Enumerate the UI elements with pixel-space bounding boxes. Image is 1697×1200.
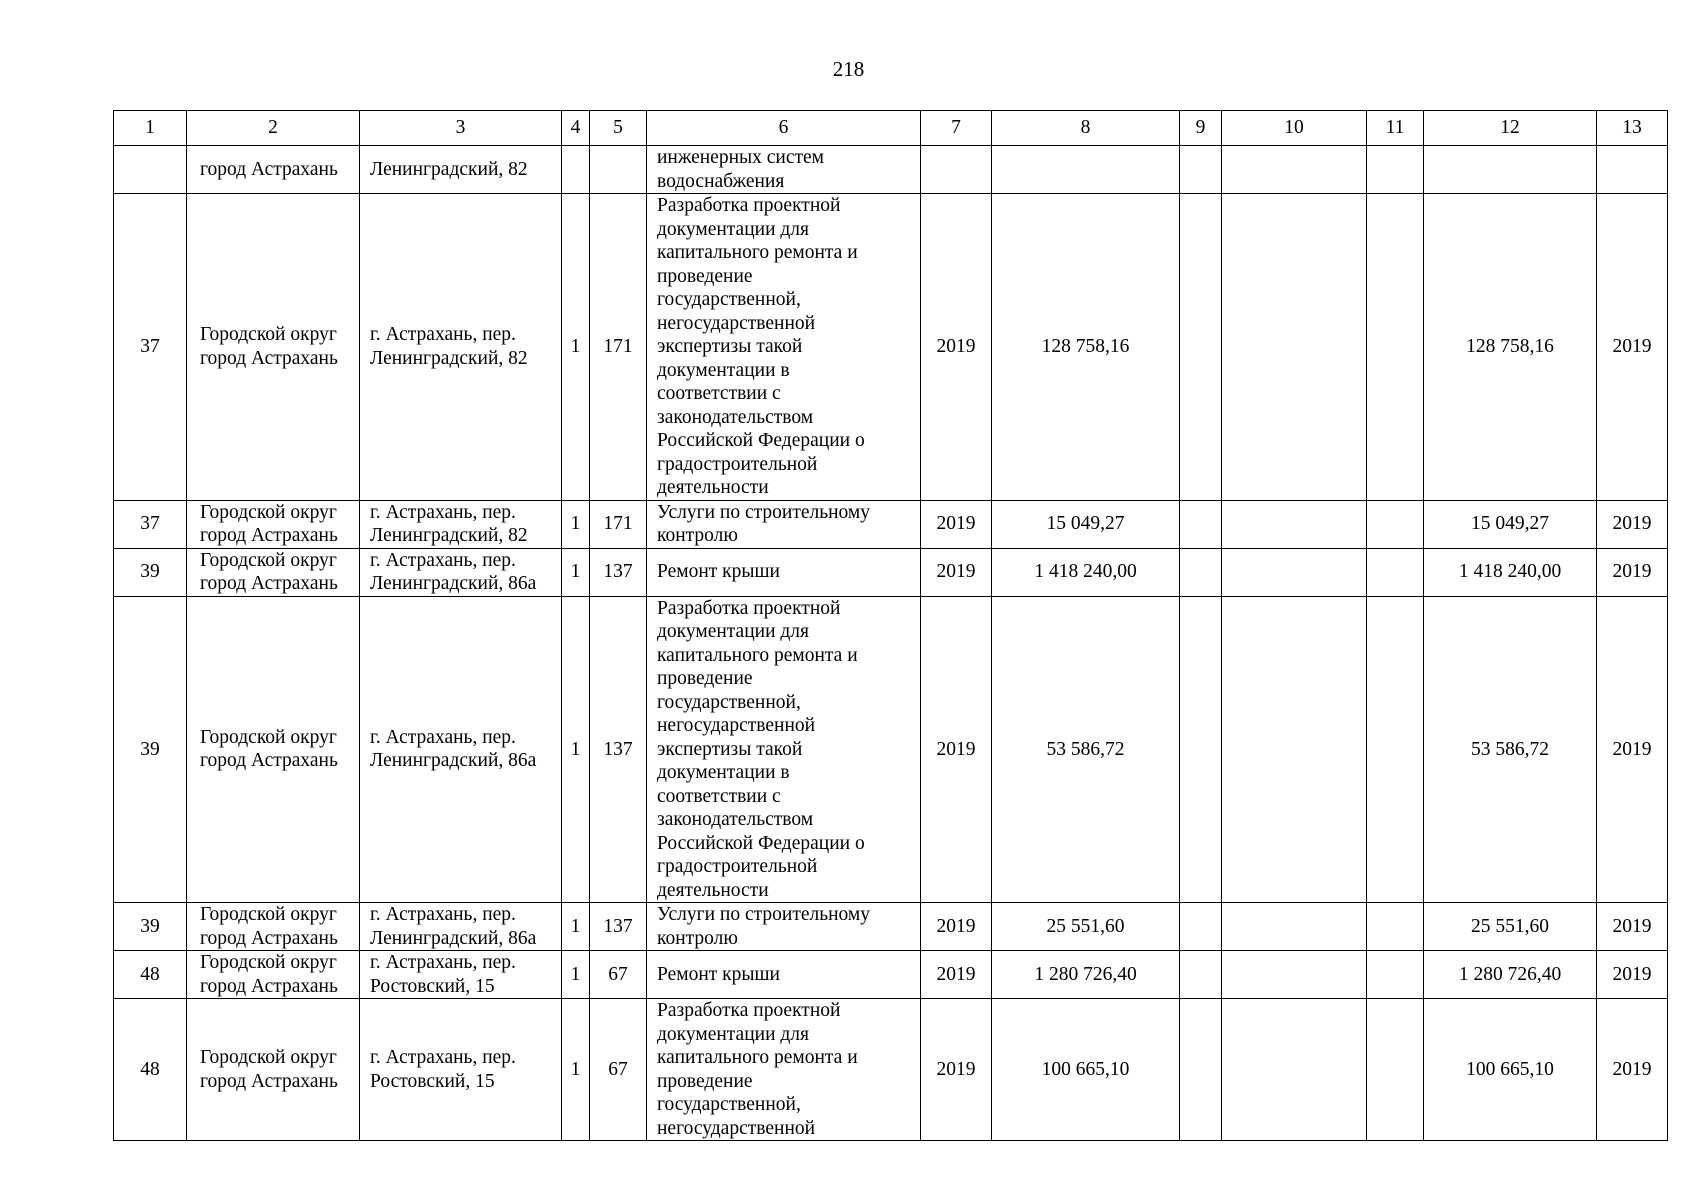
house-id-text: 137	[603, 915, 633, 937]
cost-total-text: 53 586,72	[1046, 738, 1125, 760]
table-row	[114, 548, 1668, 596]
year-end-text: 2019	[1612, 513, 1652, 535]
cost-total-text: 1 418 240,00	[1034, 561, 1137, 583]
count-cell	[562, 146, 590, 194]
year-end-cell	[1597, 903, 1668, 951]
house-id-cell	[590, 596, 647, 903]
col-11-cell	[1367, 146, 1424, 194]
work-type-cell	[647, 999, 921, 1141]
cost-source-text: 25 551,60	[1471, 915, 1549, 937]
column-header: 3	[360, 111, 562, 146]
municipality-cell	[187, 903, 360, 951]
year-start-text: 2019	[936, 963, 976, 985]
house-id-text: 67	[608, 1058, 628, 1080]
address-cell	[360, 194, 562, 501]
column-header: 13	[1597, 111, 1668, 146]
col-9-cell	[1180, 999, 1222, 1141]
cost-total-cell	[992, 596, 1180, 903]
cost-source-text: 53 586,72	[1471, 738, 1549, 760]
house-id-cell	[590, 951, 647, 999]
column-header: 6	[647, 111, 921, 146]
table-row	[114, 596, 1668, 903]
count-text: 1	[570, 513, 581, 535]
column-header: 11	[1367, 111, 1424, 146]
col-10-cell	[1222, 146, 1367, 194]
year-start-cell	[921, 500, 992, 548]
col-10-cell	[1222, 194, 1367, 501]
work-type-cell	[647, 146, 921, 194]
year-start-text: 2019	[936, 561, 976, 583]
year-end-text: 2019	[1612, 561, 1652, 583]
count-text: 1	[570, 561, 581, 583]
work-type-cell	[647, 951, 921, 999]
count-text: 1	[570, 1058, 581, 1080]
column-header: 10	[1222, 111, 1367, 146]
col-10-cell	[1222, 500, 1367, 548]
row-number-text: 48	[140, 963, 160, 985]
row-number-cell	[114, 146, 187, 194]
address-cell	[360, 951, 562, 999]
cost-total-text: 128 758,16	[1041, 336, 1130, 357]
cost-total-cell	[992, 951, 1180, 999]
address-text: г. Астрахань, пер. Ленинградский, 82	[370, 501, 528, 546]
year-end-cell	[1597, 194, 1668, 501]
house-id-text: 137	[603, 561, 633, 583]
year-start-text: 2019	[936, 336, 976, 357]
work-type-cell	[647, 194, 921, 501]
year-start-cell	[921, 596, 992, 903]
year-start-text: 2019	[936, 915, 976, 937]
row-number-cell	[114, 548, 187, 596]
col-11-cell	[1367, 596, 1424, 903]
municipality-text: Городской округ город Астрахань	[200, 904, 338, 949]
cost-source-cell	[1424, 194, 1597, 501]
address-cell	[360, 903, 562, 951]
address-text: г. Астрахань, пер. Ленинградский, 82	[370, 324, 528, 369]
col-9-cell	[1180, 903, 1222, 951]
work-type-text: Разработка проектной документации для капитального ремонта и проведение государственной, негосударственной экспертизы такой документации в соответствии с законодательством Российской Федерации о градостроительной деятельности	[657, 195, 865, 498]
municipality-cell	[187, 500, 360, 548]
municipality-text: Городской округ город Астрахань	[200, 726, 338, 772]
cost-source-cell	[1424, 999, 1597, 1141]
house-id-cell	[590, 999, 647, 1141]
address-text: г. Астрахань, пер. Ленинградский, 86а	[370, 726, 537, 772]
row-number-text: 39	[140, 561, 160, 583]
work-type-text: инженерных систем водоснабжения	[657, 147, 825, 192]
col-9-cell	[1180, 951, 1222, 999]
year-end-cell	[1597, 596, 1668, 903]
col-9-cell	[1180, 500, 1222, 548]
cost-total-text: 100 665,10	[1041, 1058, 1130, 1080]
work-type-text: Ремонт крыши	[657, 963, 780, 985]
column-header: 9	[1180, 111, 1222, 146]
cost-source-cell	[1424, 548, 1597, 596]
column-header: 2	[187, 111, 360, 146]
col-11-cell	[1367, 951, 1424, 999]
municipality-text: город Астрахань	[200, 158, 338, 180]
year-end-cell	[1597, 999, 1668, 1141]
cost-source-cell	[1424, 146, 1597, 194]
table-row	[114, 500, 1668, 548]
count-cell	[562, 951, 590, 999]
year-start-cell	[921, 951, 992, 999]
municipality-cell	[187, 548, 360, 596]
cost-total-cell	[992, 146, 1180, 194]
cost-source-cell	[1424, 951, 1597, 999]
column-header: 5	[590, 111, 647, 146]
address-cell	[360, 548, 562, 596]
work-type-text: Услуги по строительному контролю	[657, 904, 871, 949]
year-start-cell	[921, 903, 992, 951]
work-type-cell	[647, 903, 921, 951]
address-cell	[360, 596, 562, 903]
count-cell	[562, 548, 590, 596]
cost-source-cell	[1424, 596, 1597, 903]
row-number-text: 39	[140, 738, 160, 760]
work-type-text: Ремонт крыши	[657, 561, 780, 583]
work-type-text: Услуги по строительному контролю	[657, 501, 871, 546]
address-text: Ленинградский, 82	[370, 158, 528, 180]
house-id-cell	[590, 903, 647, 951]
year-end-cell	[1597, 500, 1668, 548]
cost-source-text: 128 758,16	[1466, 336, 1554, 357]
count-cell	[562, 596, 590, 903]
municipality-text: Городской округ город Астрахань	[200, 549, 338, 594]
table-row	[114, 146, 1668, 194]
table-row	[114, 951, 1668, 999]
municipality-cell	[187, 146, 360, 194]
col-11-cell	[1367, 999, 1424, 1141]
cost-source-text: 15 049,27	[1471, 513, 1549, 535]
col-10-cell	[1222, 999, 1367, 1141]
cost-total-text: 15 049,27	[1046, 513, 1125, 535]
row-number-cell	[114, 194, 187, 501]
address-text: г. Астрахань, пер. Ленинградский, 86а	[370, 904, 537, 949]
col-9-cell	[1180, 146, 1222, 194]
row-number-cell	[114, 951, 187, 999]
house-id-cell	[590, 500, 647, 548]
address-cell	[360, 146, 562, 194]
year-end-text: 2019	[1612, 1058, 1652, 1080]
count-cell	[562, 999, 590, 1141]
cost-total-cell	[992, 548, 1180, 596]
row-number-text: 39	[140, 915, 160, 937]
table-row	[114, 999, 1668, 1141]
cost-source-text: 1 280 726,40	[1458, 963, 1562, 985]
row-number-text: 48	[140, 1058, 160, 1080]
address-cell	[360, 500, 562, 548]
col-10-cell	[1222, 548, 1367, 596]
row-number-cell	[114, 903, 187, 951]
house-id-text: 137	[603, 738, 633, 760]
column-header: 4	[562, 111, 590, 146]
year-start-cell	[921, 548, 992, 596]
count-text: 1	[570, 336, 581, 357]
municipality-cell	[187, 951, 360, 999]
year-start-text: 2019	[936, 513, 976, 535]
year-start-cell	[921, 999, 992, 1141]
year-end-cell	[1597, 548, 1668, 596]
cost-total-text: 25 551,60	[1046, 915, 1125, 937]
municipality-text: Городской округ город Астрахань	[200, 952, 338, 997]
row-number-text: 37	[140, 513, 160, 535]
year-end-cell	[1597, 951, 1668, 999]
house-id-text: 171	[603, 336, 633, 357]
year-end-text: 2019	[1612, 738, 1652, 760]
house-id-cell	[590, 194, 647, 501]
count-cell	[562, 903, 590, 951]
table-row	[114, 903, 1668, 951]
col-10-cell	[1222, 903, 1367, 951]
col-9-cell	[1180, 596, 1222, 903]
house-id-text: 171	[603, 513, 633, 535]
municipality-cell	[187, 194, 360, 501]
municipality-text: Городской округ город Астрахань	[200, 501, 338, 546]
col-11-cell	[1367, 548, 1424, 596]
work-type-text: Разработка проектной документации для капитального ремонта и проведение государственной, негосударственной	[657, 1000, 858, 1139]
col-11-cell	[1367, 903, 1424, 951]
table-row	[114, 194, 1668, 501]
count-cell	[562, 194, 590, 501]
year-end-cell	[1597, 146, 1668, 194]
year-end-text: 2019	[1612, 915, 1652, 937]
cost-total-text: 1 280 726,40	[1034, 963, 1137, 985]
row-number-cell	[114, 596, 187, 903]
municipality-text: Городской округ город Астрахань	[200, 324, 338, 369]
work-type-cell	[647, 596, 921, 903]
work-type-text: Разработка проектной документации для капитального ремонта и проведение государственной, негосударственной экспертизы такой документации в соответствии с законодательством Российской Федерации о градостроительной деятельности	[657, 597, 865, 901]
year-start-cell	[921, 146, 992, 194]
year-start-text: 2019	[936, 1058, 976, 1080]
count-text: 1	[570, 738, 581, 760]
cost-source-cell	[1424, 500, 1597, 548]
count-text: 1	[570, 915, 581, 937]
house-id-text: 67	[608, 963, 628, 985]
row-number-text: 37	[140, 336, 160, 357]
col-10-cell	[1222, 596, 1367, 903]
house-id-cell	[590, 146, 647, 194]
count-cell	[562, 500, 590, 548]
year-start-text: 2019	[936, 738, 976, 760]
work-type-cell	[647, 548, 921, 596]
col-11-cell	[1367, 500, 1424, 548]
col-11-cell	[1367, 194, 1424, 501]
year-end-text: 2019	[1612, 336, 1652, 357]
row-number-cell	[114, 500, 187, 548]
address-text: г. Астрахань, пер. Ленинградский, 86а	[370, 549, 537, 594]
address-text: г. Астрахань, пер. Ростовский, 15	[370, 1047, 516, 1092]
col-10-cell	[1222, 951, 1367, 999]
cost-total-cell	[992, 194, 1180, 501]
address-cell	[360, 999, 562, 1141]
year-end-text: 2019	[1612, 963, 1652, 985]
header-row	[114, 111, 1668, 146]
cost-source-cell	[1424, 903, 1597, 951]
year-start-cell	[921, 194, 992, 501]
column-header: 1	[114, 111, 187, 146]
cost-source-text: 1 418 240,00	[1458, 561, 1562, 583]
address-text: г. Астрахань, пер. Ростовский, 15	[370, 952, 516, 997]
col-9-cell	[1180, 194, 1222, 501]
house-id-cell	[590, 548, 647, 596]
col-9-cell	[1180, 548, 1222, 596]
count-text: 1	[570, 963, 581, 985]
municipality-cell	[187, 596, 360, 903]
column-header: 7	[921, 111, 992, 146]
cost-total-cell	[992, 903, 1180, 951]
row-number-cell	[114, 999, 187, 1141]
municipality-cell	[187, 999, 360, 1141]
cost-source-text: 100 665,10	[1466, 1058, 1554, 1080]
page-number: 218	[832, 57, 865, 81]
column-header: 8	[992, 111, 1180, 146]
cost-total-cell	[992, 999, 1180, 1141]
cost-total-cell	[992, 500, 1180, 548]
repair-plan-table	[113, 110, 1668, 1141]
work-type-cell	[647, 500, 921, 548]
municipality-text: Городской округ город Астрахань	[200, 1047, 338, 1092]
column-header: 12	[1424, 111, 1597, 146]
